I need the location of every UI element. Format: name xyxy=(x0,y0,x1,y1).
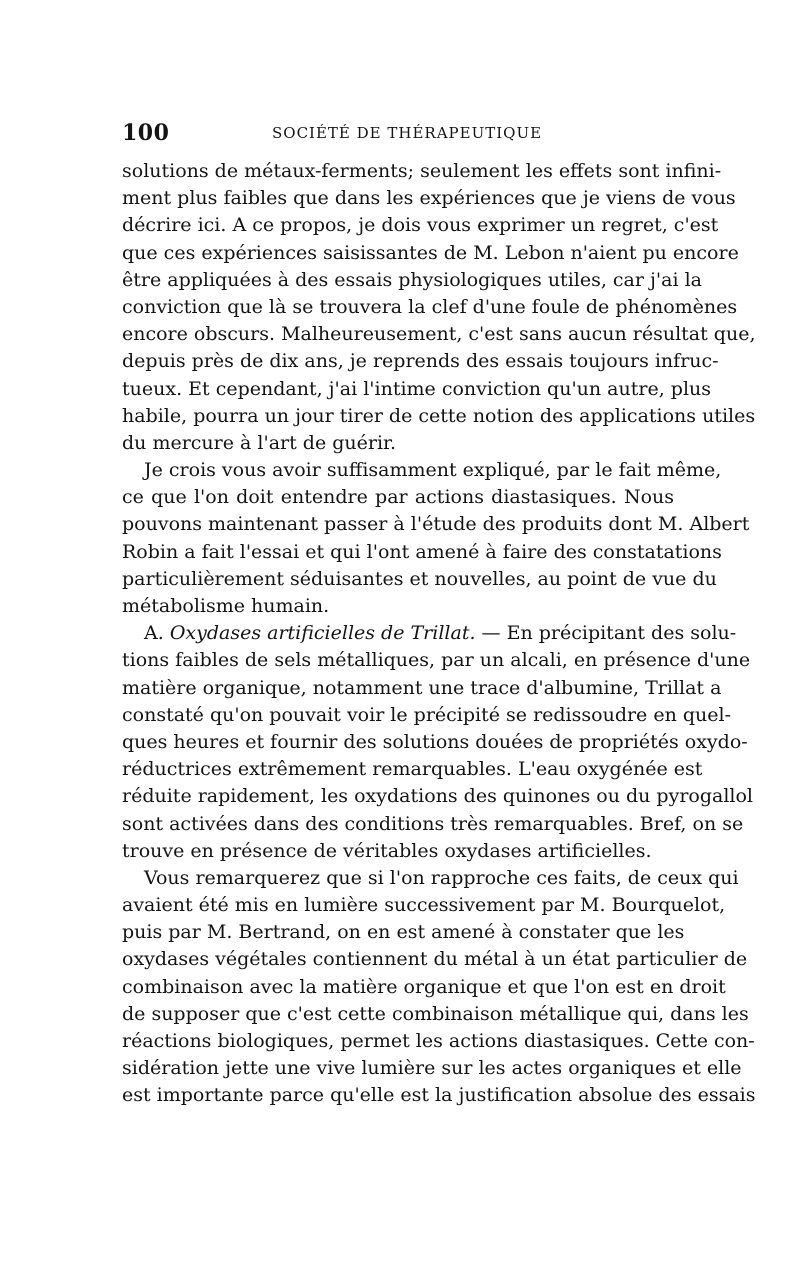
text-line: depuis près de dix ans, je reprends des essais toujours infruc- xyxy=(122,350,719,373)
page-number: 100 xyxy=(122,120,170,146)
section-title: Oxydases artificielles de Trillat. xyxy=(169,622,476,645)
body-text xyxy=(122,158,756,1110)
text-line: tions faibles de sels métalliques, par un alcali, en présence d'une xyxy=(122,649,751,672)
text-line: ce que l'on doit entendre par actions diastasiques. Nous xyxy=(122,486,674,509)
section-label: A. xyxy=(144,622,164,645)
text-line: matière organique, notamment une trace d'albumine, Trillat a xyxy=(122,676,722,699)
text-line: pouvons maintenant passer à l'étude des produits dont M. Albert xyxy=(122,513,750,536)
text-line: constaté qu'on pouvait voir le précipité se redissoudre en quel- xyxy=(122,703,732,726)
text-line: tueux. Et cependant, j'ai l'intime conviction qu'un autre, plus xyxy=(122,377,712,400)
text-line: encore obscurs. Malheureusement, c'est sans aucun résultat que, xyxy=(122,323,756,346)
text-line: Je crois vous avoir suffisamment expliqué, par le fait même, xyxy=(144,459,722,482)
text-line: de supposer que c'est cette combinaison métallique qui, dans les xyxy=(122,1002,749,1025)
section-heading-line xyxy=(122,620,737,647)
text-line: ques heures et fournir des solutions douées de propriétés oxydo- xyxy=(122,730,748,753)
paragraph-3 xyxy=(122,620,754,865)
paragraph-2 xyxy=(122,457,750,620)
paragraph-1 xyxy=(122,158,756,457)
text-line: décrire ici. A ce propos, je dois vous exprimer un regret, c'est xyxy=(122,214,719,237)
running-head xyxy=(122,120,682,150)
text-line: puis par M. Bertrand, on en est amené à constater que les xyxy=(122,921,685,944)
text-line: être appliquées à des essais physiologiques utiles, car j'ai la xyxy=(122,268,702,291)
text-line: conviction que là se trouvera la clef d'une foule de phénomènes xyxy=(122,295,738,318)
text-line: que ces expériences saisissantes de M. Lebon n'aient pu encore xyxy=(122,241,739,264)
text-line: réduite rapidement, les oxydations des quinones ou du pyrogallol xyxy=(122,785,754,808)
text-line: est importante parce qu'elle est la justification absolue des essais xyxy=(122,1084,756,1107)
text-line: oxydases végétales contiennent du métal à un état particulier de xyxy=(122,948,748,971)
text-line: particulièrement séduisantes et nouvelles, au point de vue du xyxy=(122,567,717,590)
running-title: SOCIÉTÉ DE THÉRAPEUTIQUE xyxy=(272,124,543,142)
text-line: ment plus faibles que dans les expériences que je viens de vous xyxy=(122,187,736,210)
paragraph-4 xyxy=(122,865,756,1110)
text-line: avaient été mis en lumière successivement par M. Bourquelot, xyxy=(122,894,726,917)
text-line: trouve en présence de véritables oxydases artificielles. xyxy=(122,839,652,862)
text-line: solutions de métaux-ferments; seulement les effets sont infini- xyxy=(122,160,722,182)
text-line: métabolisme humain. xyxy=(122,595,330,617)
text-line: du mercure à l'art de guérir. xyxy=(122,431,397,454)
text-line: sont activées dans des conditions très remarquables. Bref, on se xyxy=(122,812,744,835)
section-lead-text: — En précipitant des solu- xyxy=(481,622,737,645)
text-line: réductrices extrêmement remarquables. L'eau oxygénée est xyxy=(122,758,703,781)
text-line: Vous remarquerez que si l'on rapproche ces faits, de ceux qui xyxy=(144,866,739,889)
text-line: sidération jette une vive lumière sur les actes organiques et elle xyxy=(122,1057,742,1080)
text-line: habile, pourra un jour tirer de cette notion des applications utiles xyxy=(122,404,756,427)
text-line: combinaison avec la matière organique et que l'on est en droit xyxy=(122,975,726,998)
text-line: Robin a fait l'essai et qui l'ont amené à faire des constatations xyxy=(122,540,722,563)
text-line: réactions biologiques, permet les actions diastasiques. Cette con- xyxy=(122,1030,755,1052)
